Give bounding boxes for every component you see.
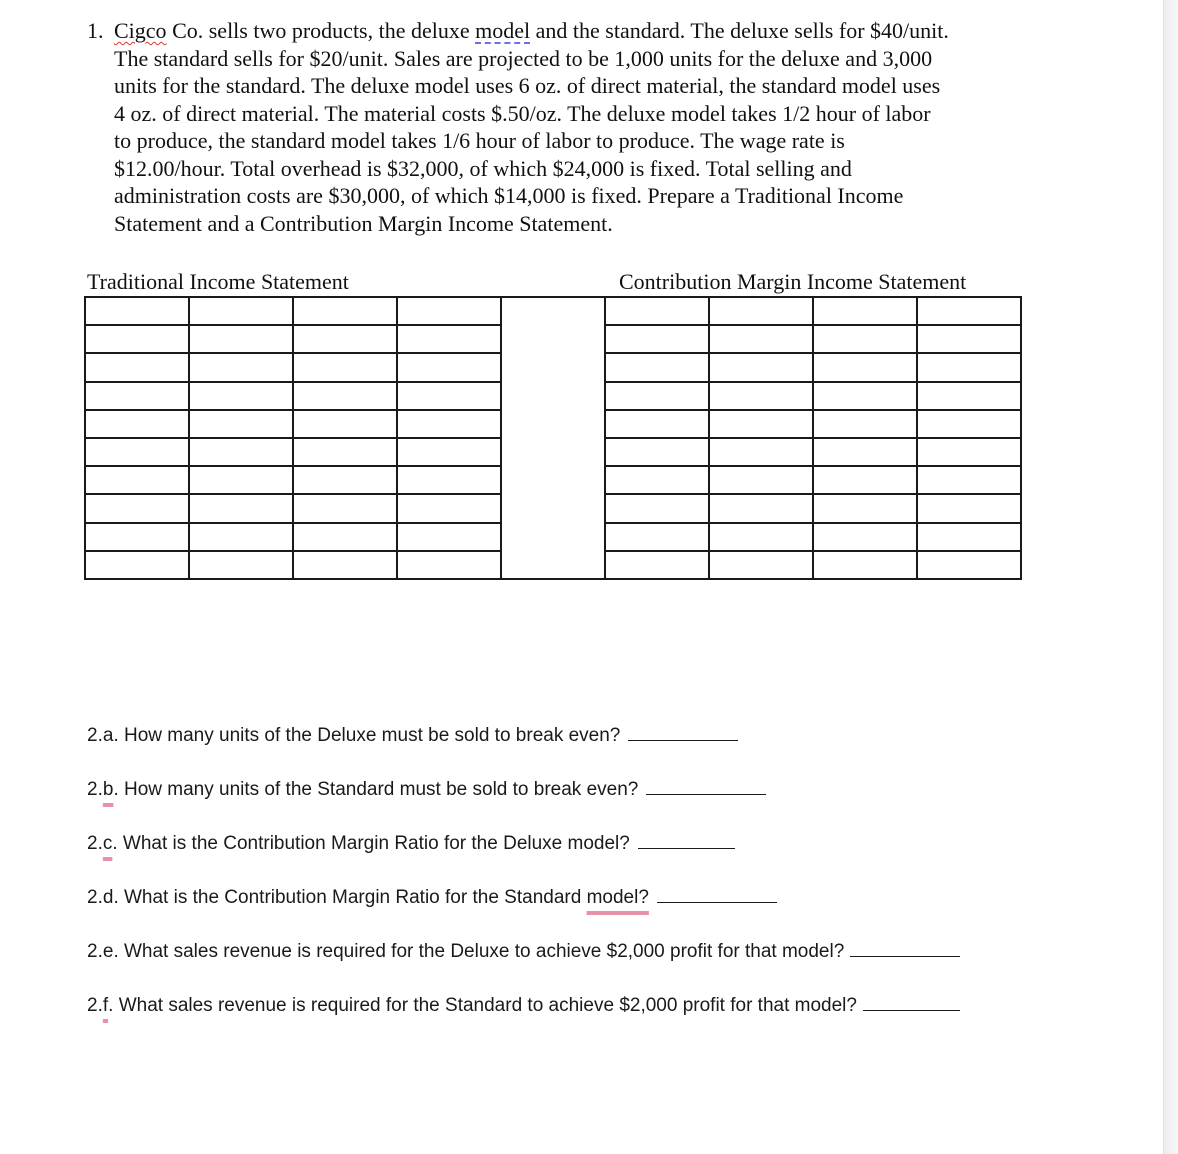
table-cell[interactable]	[85, 325, 189, 353]
table-cell[interactable]	[813, 466, 917, 494]
table-cell[interactable]	[605, 297, 709, 325]
table-cell[interactable]	[917, 297, 1021, 325]
table-cell[interactable]	[813, 382, 917, 410]
company-name: Cigco	[114, 18, 167, 43]
table-cell[interactable]	[85, 523, 189, 551]
table-cell[interactable]	[917, 382, 1021, 410]
table-cell[interactable]	[813, 438, 917, 466]
table-cell[interactable]	[605, 494, 709, 522]
table-cell[interactable]	[605, 438, 709, 466]
table-cell[interactable]	[813, 353, 917, 381]
table-cell[interactable]	[189, 438, 293, 466]
table-cell[interactable]	[917, 523, 1021, 551]
table-row	[605, 466, 1021, 494]
problem-line: 4 oz. of direct material. The material costs $.50/oz. The deluxe model takes 1/2 hour of labor	[114, 100, 931, 126]
table-cell[interactable]	[85, 382, 189, 410]
question-2d: 2.d. What is the Contribution Margin Ratio for the Standard model?	[87, 882, 1147, 936]
table-cell[interactable]	[917, 410, 1021, 438]
table-cell[interactable]	[189, 297, 293, 325]
table-cell[interactable]	[397, 494, 501, 522]
traditional-table	[84, 296, 502, 580]
table-cell[interactable]	[293, 494, 397, 522]
table-row	[85, 551, 501, 579]
table-cell[interactable]	[189, 325, 293, 353]
scrollbar-track[interactable]	[1163, 0, 1178, 1154]
table-cell[interactable]	[397, 325, 501, 353]
table-cell[interactable]	[813, 523, 917, 551]
contribution-table	[604, 296, 1022, 580]
table-cell[interactable]	[813, 325, 917, 353]
table-cell[interactable]	[189, 523, 293, 551]
table-row	[605, 410, 1021, 438]
table-cell[interactable]	[293, 353, 397, 381]
table-cell[interactable]	[293, 410, 397, 438]
table-cell[interactable]	[605, 325, 709, 353]
table-cell[interactable]	[189, 410, 293, 438]
table-cell[interactable]	[189, 551, 293, 579]
table-cell[interactable]	[397, 523, 501, 551]
contribution-heading: Contribution Margin Income Statement	[619, 269, 967, 294]
table-cell[interactable]	[813, 297, 917, 325]
table-cell[interactable]	[189, 353, 293, 381]
question-2b: 2.b. How many units of the Standard must be sold to break even?	[87, 774, 1147, 828]
table-row	[605, 523, 1021, 551]
table-cell[interactable]	[397, 438, 501, 466]
table-cell[interactable]	[709, 353, 813, 381]
table-cell[interactable]	[397, 410, 501, 438]
problem-line: to produce, the standard model takes 1/6 hour of labor to produce. The wage rate is	[114, 128, 845, 153]
table-cell[interactable]	[189, 494, 293, 522]
table-cell[interactable]	[813, 494, 917, 522]
table-cell[interactable]	[709, 523, 813, 551]
problem-line: administration costs are $30,000, of which $14,000 is fixed. Prepare a Traditional Income	[114, 183, 904, 208]
problem-line: units for the standard. The deluxe model uses 6 oz. of direct material, the standard model uses	[114, 73, 941, 98]
grammar-flag: model	[475, 18, 531, 43]
table-cell[interactable]	[189, 382, 293, 410]
table-cell[interactable]	[605, 466, 709, 494]
questions-list	[87, 720, 1147, 1044]
table-cell[interactable]	[397, 353, 501, 381]
table-cell[interactable]	[293, 297, 397, 325]
table-cell[interactable]	[293, 382, 397, 410]
table-cell[interactable]	[85, 353, 189, 381]
table-cell[interactable]	[85, 438, 189, 466]
table-gap	[501, 296, 605, 580]
table-row	[605, 297, 1021, 325]
table-cell[interactable]	[709, 382, 813, 410]
table-cell[interactable]	[917, 353, 1021, 381]
table-row	[85, 438, 501, 466]
problem-line-1: 1. Cigco Co. sells two products, the deluxe model and the standard. The deluxe sells for $40/unit.	[87, 18, 949, 43]
table-cell[interactable]	[293, 551, 397, 579]
question-2a: 2.a. How many units of the Deluxe must be sold to break even?	[87, 720, 1147, 774]
answer-blank[interactable]	[657, 882, 777, 903]
question-2f: 2.f. What sales revenue is required for the Standard to achieve $2,000 profit for that model?	[87, 990, 1147, 1044]
table-cell[interactable]	[397, 297, 501, 325]
question-2c: 2.c. What is the Contribution Margin Ratio for the Deluxe model?	[87, 828, 1147, 882]
table-cell[interactable]	[189, 466, 293, 494]
table-row	[85, 325, 501, 353]
table-row	[605, 551, 1021, 579]
answer-blank[interactable]	[628, 720, 738, 741]
table-cell[interactable]	[293, 325, 397, 353]
table-row	[85, 466, 501, 494]
table-cell[interactable]	[85, 494, 189, 522]
table-cell[interactable]	[813, 551, 917, 579]
table-cell[interactable]	[605, 410, 709, 438]
table-row	[85, 494, 501, 522]
table-cell[interactable]	[709, 410, 813, 438]
table-cell[interactable]	[85, 410, 189, 438]
table-cell[interactable]	[709, 438, 813, 466]
problem-line: Statement and a Contribution Margin Income Statement.	[114, 210, 613, 236]
table-row	[605, 438, 1021, 466]
answer-blank[interactable]	[850, 936, 960, 957]
table-row	[605, 353, 1021, 381]
table-row	[85, 410, 501, 438]
table-cell[interactable]	[605, 382, 709, 410]
table-cell[interactable]	[85, 466, 189, 494]
table-cell[interactable]	[917, 325, 1021, 353]
answer-blank[interactable]	[638, 828, 735, 849]
table-cell[interactable]	[293, 466, 397, 494]
table-cell[interactable]	[709, 466, 813, 494]
table-cell[interactable]	[605, 353, 709, 381]
problem-line: The standard sells for $20/unit. Sales are projected to be 1,000 units for the deluxe and 3,000	[114, 45, 933, 71]
table-cell[interactable]	[917, 494, 1021, 522]
table-cell[interactable]	[293, 438, 397, 466]
table-cell[interactable]	[813, 410, 917, 438]
table-row	[605, 325, 1021, 353]
table-row	[605, 494, 1021, 522]
table-row	[85, 382, 501, 410]
table-cell[interactable]	[917, 438, 1021, 466]
table-row	[85, 297, 501, 325]
table-cell[interactable]	[85, 551, 189, 579]
table-row	[85, 523, 501, 551]
table-cell[interactable]	[85, 297, 189, 325]
problem-line: $12.00/hour. Total overhead is $32,000, of which $24,000 is fixed. Total selling and	[114, 155, 852, 181]
table-cell[interactable]	[605, 551, 709, 579]
traditional-heading: Traditional Income Statement	[87, 269, 349, 294]
question-2e: 2.e. What sales revenue is required for the Deluxe to achieve $2,000 profit for that model?	[87, 936, 1147, 990]
table-cell[interactable]	[709, 494, 813, 522]
table-cell[interactable]	[397, 382, 501, 410]
table-cell[interactable]	[605, 523, 709, 551]
table-cell[interactable]	[397, 551, 501, 579]
answer-blank[interactable]	[863, 990, 960, 1011]
table-cell[interactable]	[709, 297, 813, 325]
table-row	[605, 382, 1021, 410]
table-cell[interactable]	[709, 325, 813, 353]
table-cell[interactable]	[293, 523, 397, 551]
problem-statement	[87, 17, 1037, 237]
table-cell[interactable]	[917, 551, 1021, 579]
table-cell[interactable]	[709, 551, 813, 579]
problem-number: 1.	[87, 18, 104, 43]
table-row	[85, 353, 501, 381]
answer-blank[interactable]	[646, 774, 766, 795]
table-cell[interactable]	[397, 466, 501, 494]
table-cell[interactable]	[917, 466, 1021, 494]
